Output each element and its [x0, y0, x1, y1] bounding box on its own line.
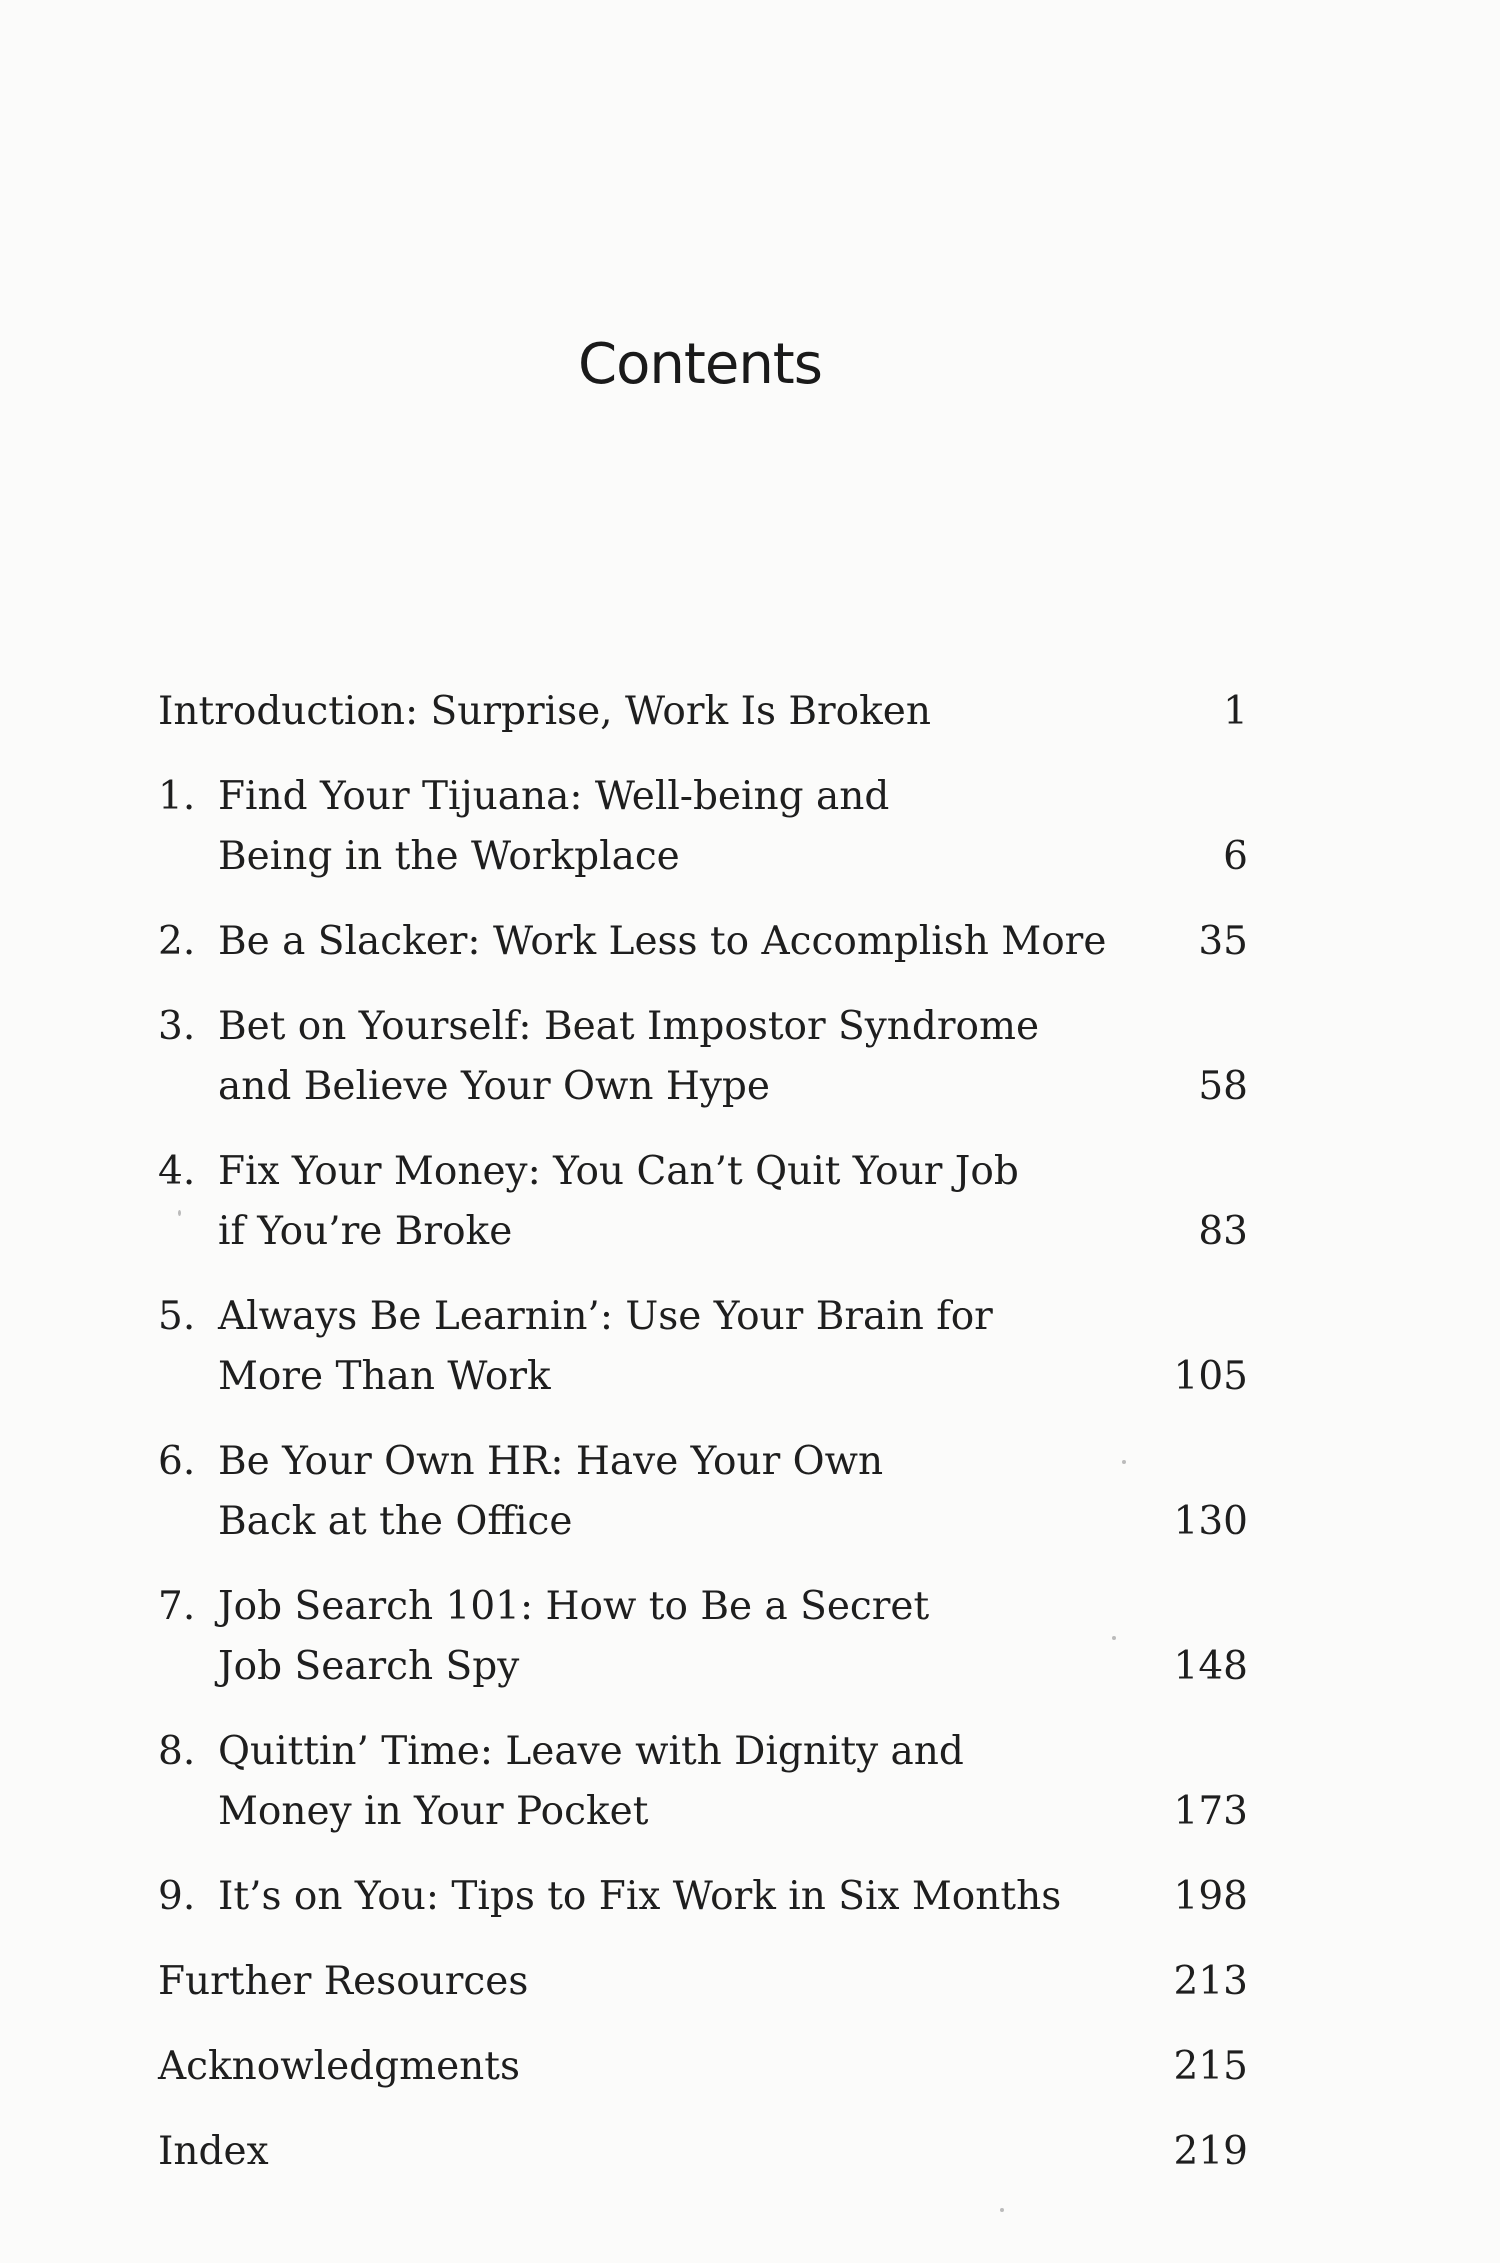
entry-title-line-2: Being in the Workplace — [218, 834, 680, 879]
scan-speck — [1000, 2208, 1004, 2212]
entry-title — [218, 997, 1138, 1117]
entry-title-line-1: Always Be Learnin’: Use Your Brain for — [218, 1294, 993, 1339]
entry-page-number: 219 — [1173, 2129, 1248, 2174]
chapter-number: 2. — [158, 919, 196, 964]
entry-title-line-2: and Believe Your Own Hype — [218, 1064, 770, 1109]
entry-title: Acknowledgments — [158, 2044, 520, 2089]
entry-title — [218, 767, 1138, 887]
chapter-number: 8. — [158, 1729, 196, 1774]
scan-speck — [1112, 1636, 1116, 1640]
entry-title-line-2: Money in Your Pocket — [218, 1789, 649, 1834]
chapter-number: 4. — [158, 1149, 196, 1194]
entry-title-line-1: Fix Your Money: You Can’t Quit Your Job — [218, 1149, 1019, 1194]
entry-title — [218, 1432, 1138, 1552]
entry-title — [218, 1722, 1138, 1842]
entry-title-line-1: Find Your Tijuana: Well-being and — [218, 774, 890, 819]
entry-page-number: 6 — [1223, 834, 1248, 879]
chapter-number: 6. — [158, 1439, 196, 1484]
scan-speck — [1122, 1460, 1126, 1464]
chapter-number: 3. — [158, 1004, 196, 1049]
entry-page-number: 35 — [1198, 919, 1248, 964]
entry-title: Index — [158, 2129, 269, 2174]
entry-page-number: 105 — [1173, 1354, 1248, 1399]
entry-title-line-1: Quittin’ Time: Leave with Dignity and — [218, 1729, 964, 1774]
entry-title — [218, 1287, 1138, 1407]
entry-title — [218, 1142, 1138, 1262]
entry-page-number: 83 — [1198, 1209, 1248, 1254]
entry-page-number: 148 — [1173, 1644, 1248, 1689]
entry-title-line-2: if You’re Broke — [218, 1209, 513, 1254]
entry-title: It’s on You: Tips to Fix Work in Six Months — [218, 1874, 1062, 1919]
entry-title-line-1: Job Search 101: How to Be a Secret — [218, 1584, 930, 1629]
chapter-number: 1. — [158, 774, 196, 819]
entry-title: Further Resources — [158, 1959, 529, 2004]
entry-title — [218, 1577, 1138, 1697]
chapter-number: 7. — [158, 1584, 196, 1629]
entry-title-line-1: Be Your Own HR: Have Your Own — [218, 1439, 884, 1484]
entry-title-line-1: Bet on Yourself: Beat Impostor Syndrome — [218, 1004, 1040, 1049]
entry-page-number: 173 — [1173, 1789, 1248, 1834]
entry-page-number: 1 — [1223, 689, 1248, 734]
scan-speck — [178, 1210, 181, 1216]
entry-title-line-2: Back at the Office — [218, 1499, 573, 1544]
entry-title: Be a Slacker: Work Less to Accomplish More — [218, 919, 1107, 964]
entry-title-line-2: More Than Work — [218, 1354, 551, 1399]
entry-page-number: 198 — [1173, 1874, 1248, 1919]
entry-title: Introduction: Surprise, Work Is Broken — [158, 689, 931, 734]
chapter-number: 5. — [158, 1294, 196, 1339]
entry-page-number: 58 — [1198, 1064, 1248, 1109]
chapter-number: 9. — [158, 1874, 196, 1919]
entry-page-number: 215 — [1173, 2044, 1248, 2089]
entry-page-number: 213 — [1173, 1959, 1248, 2004]
entry-page-number: 130 — [1173, 1499, 1248, 1544]
entry-title-line-2: Job Search Spy — [218, 1644, 520, 1689]
page-title: Contents — [578, 332, 822, 397]
